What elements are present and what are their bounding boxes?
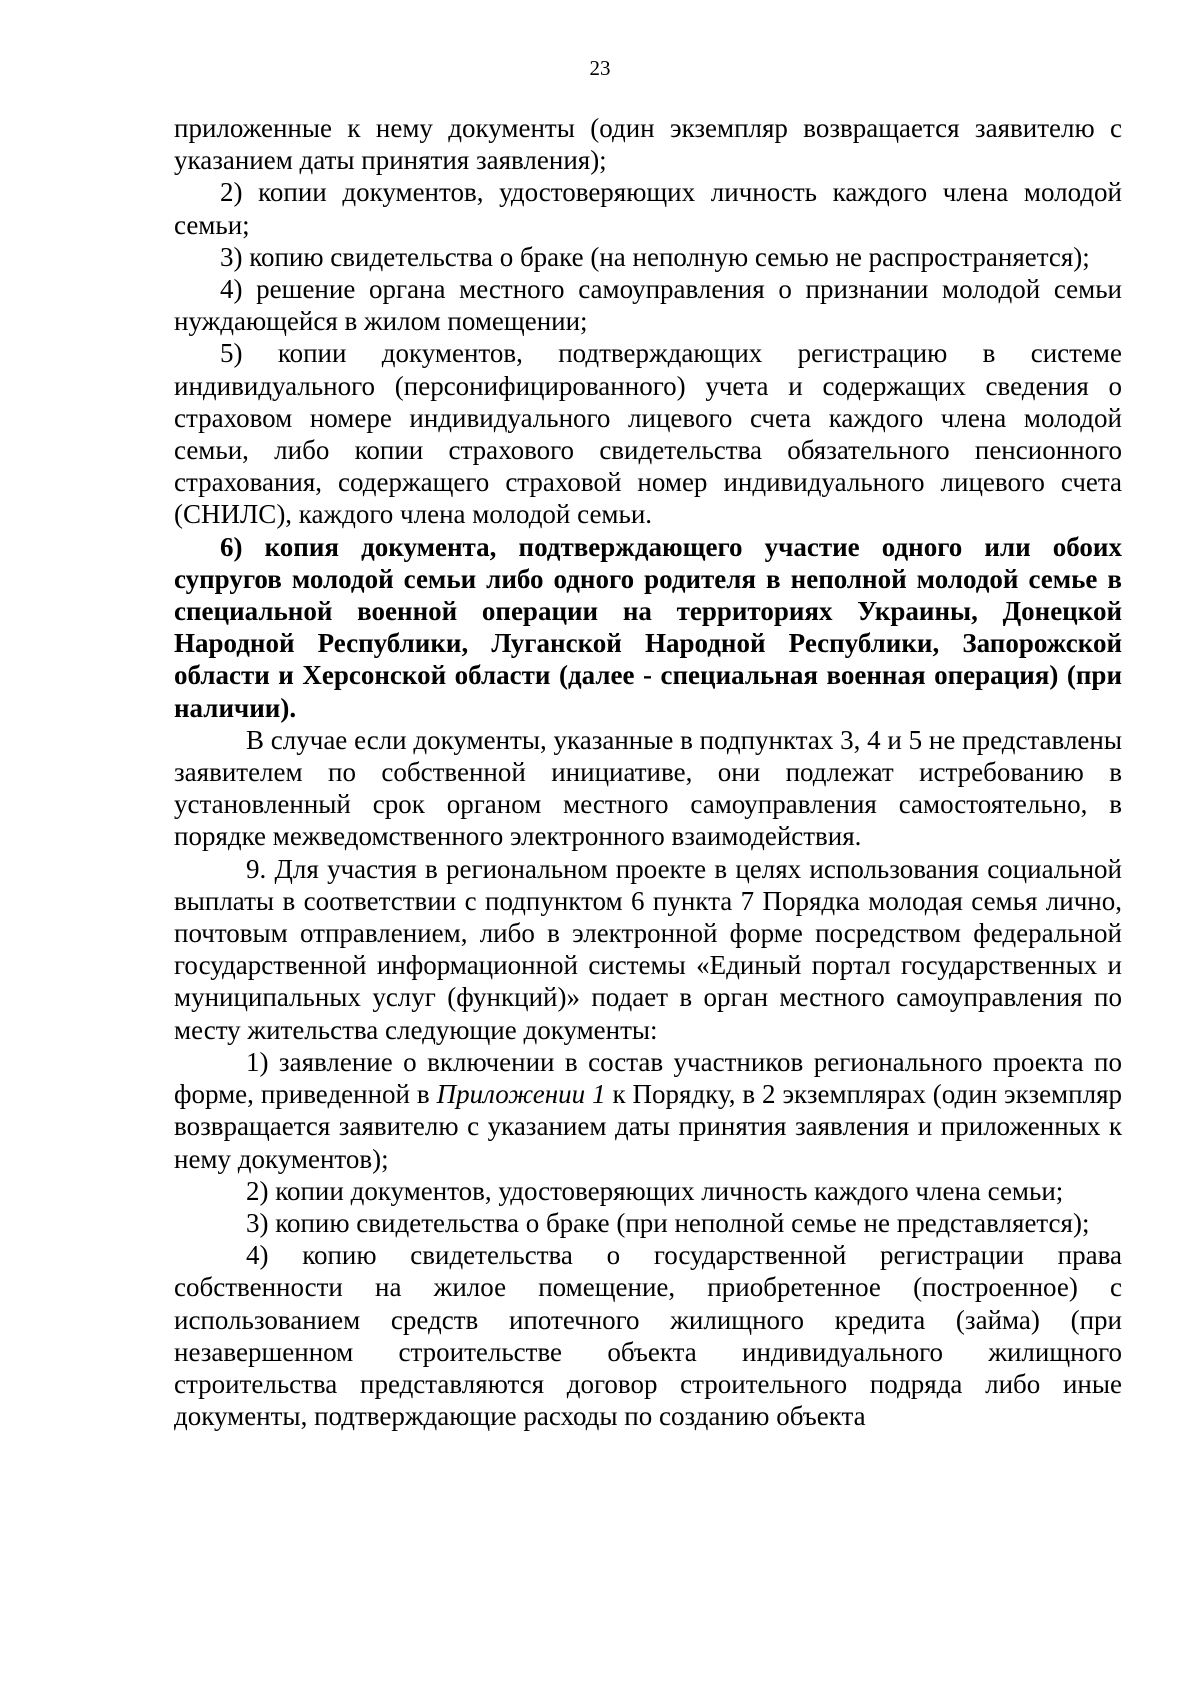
clause-9-item-4: 4) копию свидетельства о государственной регистрации права собственности на жилое помещение, приобретенное (построенное) с использованием средств ипотечного жилищного кредита (займа) (при незавершенном строительстве объекта индивидуального жилищного строительства представляются договор строительного подряда либо иные документы, подтверждающие расходы по созданию объекта [174, 1240, 1122, 1432]
appendix-reference: Приложении 1 [436, 1079, 606, 1110]
clause-9-item-1 [174, 1046, 1122, 1175]
list-item-3: 3) копию свидетельства о браке (на неполную семью не распространяется); [220, 241, 1090, 272]
clause-9-item-3: 3) копию свидетельства о браке (при неполной семье не представляется); [246, 1207, 1090, 1238]
clause-9-item-2: 2) копии документов, удостоверяющих личность каждого члена семьи; [246, 1175, 1064, 1206]
page-number: 23 [589, 56, 611, 80]
list-item-6-bold: 6) копия документа, подтверждающего участие одного или обоих супругов молодой семьи либо одного родителя в неполной молодой семье в специальной военной операции на территориях Украины, Донецкой Народной Республики, Луганской Народной Республики, Запорожской области и Херсонской области (далее - специальная военная операция) (при наличии). [174, 531, 1122, 723]
clause-9-item-1-text-before: 1) заявление о включении в состав участников регионального проекта по форме, приведенной в [174, 1046, 1122, 1110]
clause-9: 9. Для участия в региональном проекте в целях использования социальной выплаты в соответствии с подпунктом 6 пункта 7 Порядка молодая семья лично, почтовым отправлением, либо в электронной форме посредством федеральной государственной информационной системы «Единый портал государственных и муниципальных услуг (функций)» подает в орган местного самоуправления по месту жительства следующие документы: [174, 853, 1122, 1045]
paragraph-continuation: приложенные к нему документы (один экземпляр возвращается заявителю с указанием даты принятия заявления); [174, 113, 1122, 176]
list-item-2: 2) копии документов, удостоверяющих личность каждого члена молодой семьи; [174, 177, 1122, 240]
document-body [174, 112, 1122, 1432]
paragraph-interagency: В случае если документы, указанные в подпунктах 3, 4 и 5 не представлены заявителем по собственной инициативе, они подлежат истребованию в установленный срок органом местного самоуправления самостоятельно, в порядке межведомственного электронного взаимодействия. [174, 724, 1122, 852]
list-item-5: 5) копии документов, подтверждающих регистрацию в системе индивидуального (персонифицированного) учета и содержащих сведения о страховом номере индивидуального лицевого счета каждого члена молодой семьи, либо копии страхового свидетельства обязательного пенсионного страхования, содержащего страховой номер индивидуального лицевого счета (СНИЛС), каждого члена молодой семьи. [174, 338, 1122, 530]
clause-9-item-1-text-after: к Порядку, в 2 экземплярах (один экземпляр возвращается заявителю с указанием даты принятия заявления и приложенных к нему документов); [174, 1079, 1122, 1174]
list-item-4: 4) решение органа местного самоуправления о признании молодой семьи нуждающейся в жилом помещении; [174, 274, 1122, 337]
